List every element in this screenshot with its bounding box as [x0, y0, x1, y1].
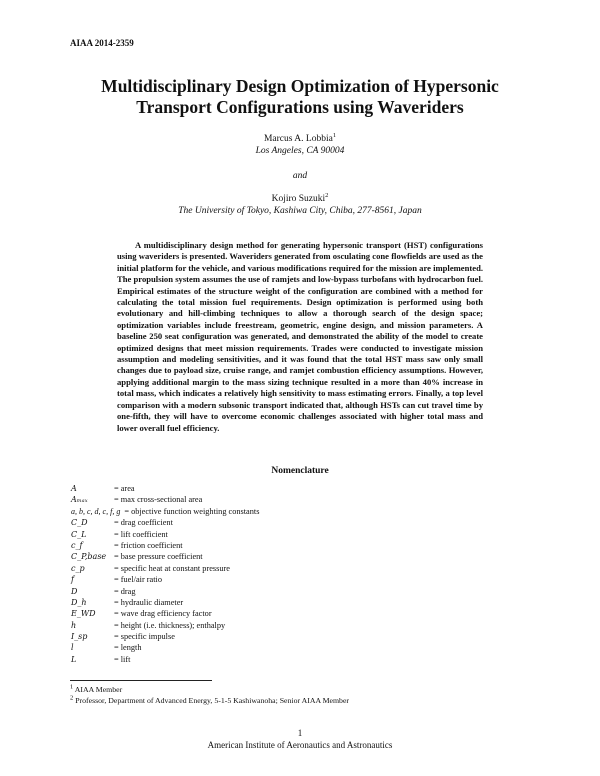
author-2-footnote-mark: 2	[325, 191, 329, 199]
footnote-text: Professor, Department of Advanced Energy, 5-1-5 Kashiwanoha; Senior AIAA Member	[75, 696, 350, 705]
paper-title	[60, 76, 540, 118]
nomenclature-entry	[71, 540, 491, 551]
nomenclature-definition: = area	[114, 484, 135, 493]
footnote-1	[70, 684, 349, 695]
author-2	[60, 193, 540, 217]
nomenclature-entry	[71, 654, 491, 665]
nomenclature-symbol: c_p	[71, 563, 85, 573]
footnote-2	[70, 695, 349, 706]
nomenclature-definition: = height (i.e. thickness); enthalpy	[114, 620, 226, 630]
nomenclature-entry	[71, 574, 491, 585]
nomenclature-entry	[71, 483, 491, 494]
nomenclature-definition: = length	[114, 643, 142, 653]
nomenclature-symbol: Aₘₐₓ	[71, 495, 88, 505]
author-1-affiliation: Los Angeles, CA 90004	[255, 146, 345, 156]
paper-id: AIAA 2014-2359	[70, 38, 134, 48]
nomenclature-definition: = fuel/air ratio	[114, 575, 162, 585]
nomenclature-definition: = friction coefficient	[114, 540, 183, 550]
title-line-1: Multidisciplinary Design Optimization of Hypersonic	[101, 76, 499, 96]
nomenclature-symbol: l	[71, 643, 74, 653]
author-separator: and	[292, 171, 308, 181]
nomenclature-definition: = base pressure coefficient	[114, 552, 203, 562]
author-1-name: Marcus A. Lobbia	[263, 134, 333, 144]
nomenclature-definition: = hydraulic diameter	[114, 597, 184, 607]
nomenclature-definition: = specific heat at constant pressure	[114, 563, 230, 573]
nomenclature-symbol: a, b, c, d, c, f, g	[71, 506, 121, 516]
abstract: A multidisciplinary design method for generating hypersonic transport (HST) configurations using waveriders is presented. Waveriders generated from osculating cone flowfields are used as the initial platform for the vehicle, and various modifications required for the mission are implemented. The propulsion system assumes the use of ramjets and low-bypass turbofans with hydrocarbon fuel. Empirical estimates of the structure weight of the configuration are combined with a method for calculating the total mission fuel requirements. Design optimization is performed using both evolutionary and hill-climbing techniques to allow a thorough search of the design space; optimization variables include freestream, geometric, engine design, and mission parameters. A baseline 250 seat configuration was generated, and demonstrated the ability of the model to create optimized designs that meet mission requirements. Trades were conducted to investigate mission assumption and modeling sensitivities, and it was found that the total HST mass saw only small changes due to payload size, cruise range, and ramjet combustion efficiency assumptions. However, applying additional margin to the mass sizing technique resulted in a more than 40% increase in total mass, which indicates a relatively high sensitivity to mass estimating errors. Finally, a top level comparison with a modern subsonic transport indicated that, although HSTs can cut travel time by one-fifth, they will have to overcome economic challenges associated with higher total mass and lower overall fuel efficiency.	[117, 240, 483, 433]
nomenclature-entry	[71, 620, 491, 631]
page-number: 1	[297, 728, 303, 738]
title-line-2: Transport Configurations using Waveriders	[136, 97, 464, 117]
nomenclature-symbol: D	[71, 586, 78, 596]
nomenclature-symbol: C_L	[71, 529, 87, 539]
nomenclature-entry	[71, 608, 491, 619]
nomenclature-symbol: c_f	[71, 540, 83, 550]
nomenclature-definition: = drag	[114, 586, 136, 596]
nomenclature-definition: = max cross-sectional area	[114, 495, 203, 505]
nomenclature-symbol: I_sp	[71, 632, 88, 642]
nomenclature-symbol: h	[71, 620, 77, 630]
footnote-divider	[70, 680, 212, 681]
nomenclature-symbol: C_D	[71, 518, 88, 528]
nomenclature-definition: = wave drag efficiency factor	[114, 609, 212, 619]
nomenclature-list	[71, 483, 491, 665]
nomenclature-definition: = lift	[114, 654, 131, 664]
nomenclature-symbol: D_h	[71, 597, 87, 607]
nomenclature-entry	[71, 494, 491, 505]
footnote-mark: 2	[70, 694, 74, 702]
nomenclature-symbol: C_P,base	[71, 552, 107, 562]
nomenclature-definition: = lift coefficient	[114, 529, 168, 539]
nomenclature-entry	[71, 642, 491, 653]
nomenclature-heading: Nomenclature	[271, 466, 329, 476]
author-2-affiliation: The University of Tokyo, Kashiwa City, Chiba, 277-8561, Japan	[178, 206, 422, 216]
nomenclature-entry	[71, 529, 491, 540]
author-1-footnote-mark: 1	[332, 131, 337, 139]
nomenclature-definition: = objective function weighting constants	[124, 506, 260, 516]
nomenclature-symbol: A	[71, 484, 77, 493]
nomenclature-entry	[71, 597, 491, 608]
author-1	[60, 133, 540, 157]
nomenclature-definition: = specific impulse	[114, 632, 175, 642]
nomenclature-entry	[71, 517, 491, 528]
footnote-mark: 1	[70, 683, 74, 691]
nomenclature-entry	[71, 631, 491, 642]
nomenclature-entry	[71, 586, 491, 597]
nomenclature-entry	[71, 551, 491, 562]
nomenclature-entry	[71, 506, 491, 517]
footnotes	[70, 684, 349, 706]
nomenclature-symbol: L	[71, 654, 77, 664]
nomenclature-symbol: E_WD	[71, 609, 96, 619]
nomenclature-entry	[71, 563, 491, 574]
footnote-text: AIAA Member	[74, 685, 123, 694]
page-footer: American Institute of Aeronautics and Astronautics	[207, 740, 393, 750]
nomenclature-definition: = drag coefficient	[114, 518, 173, 528]
author-2-name: Kojiro Suzuki	[271, 194, 326, 204]
nomenclature-symbol: f	[71, 575, 74, 585]
